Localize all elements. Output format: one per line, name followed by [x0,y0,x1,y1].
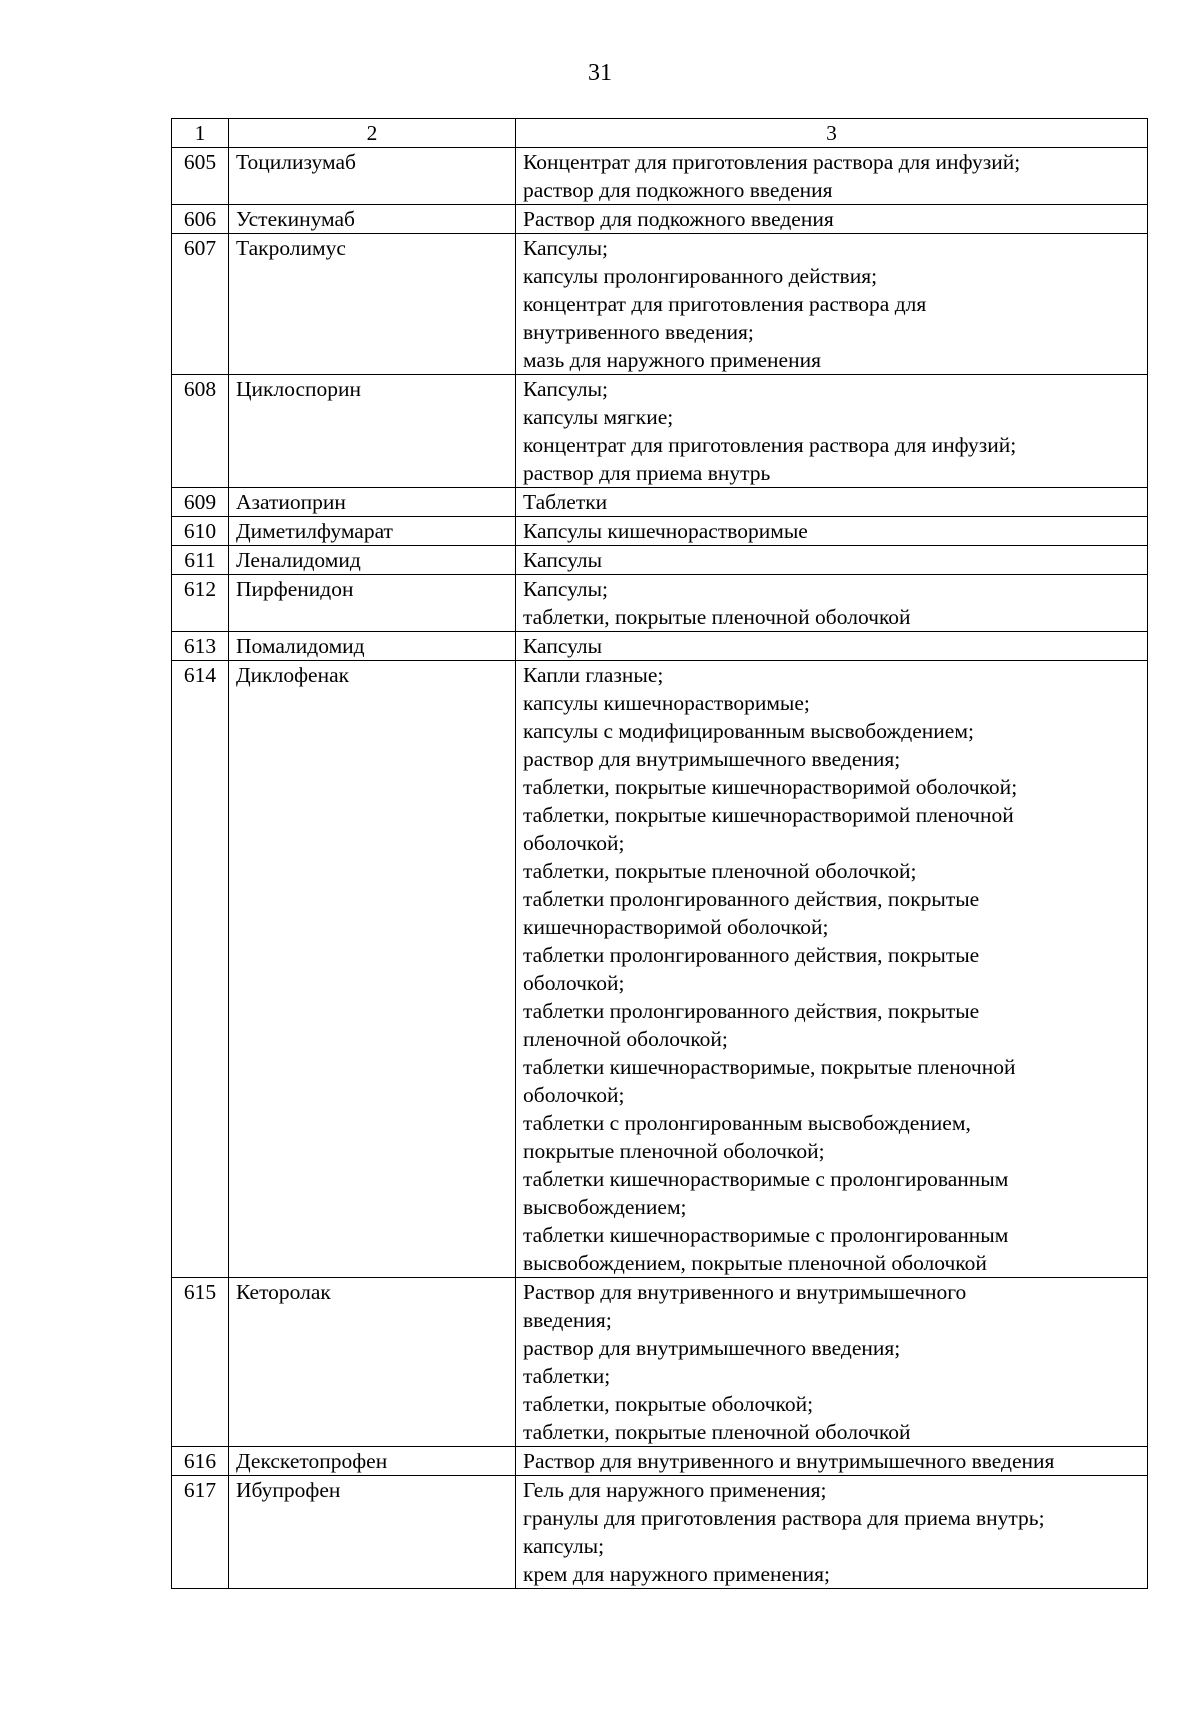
row-number-cell: 608 [172,375,229,488]
row-number-cell: 613 [172,632,229,661]
row-number-cell: 610 [172,517,229,546]
dosage-forms-cell: Концентрат для приготовления раствора для инфузий; раствор для подкожного введения [516,148,1148,205]
row-number-cell: 615 [172,1278,229,1447]
dosage-forms-cell: Раствор для внутривенного и внутримышечного введения [516,1447,1148,1476]
drug-table [171,118,1148,1589]
drug-name-cell: Азатиоприн [229,488,516,517]
dosage-forms-cell: Капсулы [516,546,1148,575]
row-number-cell: 605 [172,148,229,205]
table-row [172,488,1148,517]
table-row [172,546,1148,575]
drug-name-cell: Циклоспорин [229,375,516,488]
table-row [172,205,1148,234]
page-number: 31 [588,60,612,86]
table-row [172,375,1148,488]
row-number-cell: 614 [172,661,229,1278]
table-row [172,234,1148,375]
drug-name-cell: Ибупрофен [229,1476,516,1589]
drug-name-cell: Леналидомид [229,546,516,575]
drug-name-cell: Тоцилизумаб [229,148,516,205]
drug-name-cell: Кеторолак [229,1278,516,1447]
dosage-forms-cell: Капсулы; капсулы пролонгированного действия; концентрат для приготовления раствора для внутривенного введения; мазь для наружного применения [516,234,1148,375]
drug-name-cell: Диметилфумарат [229,517,516,546]
table-row [172,632,1148,661]
table-row [172,661,1148,1278]
table-header-row [172,119,1148,148]
table-row [172,1476,1148,1589]
drug-name-cell: Такролимус [229,234,516,375]
row-number-cell: 607 [172,234,229,375]
drug-name-cell: Декскетопрофен [229,1447,516,1476]
dosage-forms-cell: Раствор для внутривенного и внутримышечного введения; раствор для внутримышечного введения; таблетки; таблетки, покрытые оболочкой; таблетки, покрытые пленочной оболочкой [516,1278,1148,1447]
drug-name-cell: Пирфенидон [229,575,516,632]
row-number-cell: 609 [172,488,229,517]
dosage-forms-cell: Капли глазные; капсулы кишечнорастворимые; капсулы с модифицированным высвобождением; раствор для внутримышечного введения; таблетки, покрытые кишечнорастворимой оболочкой; таблетки, покрытые кишечнорастворимой пленочной оболочкой; таблетки, покрытые пленочной оболочкой; таблетки пролонгированного действия, покрытые кишечнорастворимой оболочкой; таблетки пролонгированного действия, покрытые оболочкой; таблетки пролонгированного действия, покрытые пленочной оболочкой; таблетки кишечнорастворимые, покрытые пленочной оболочкой; таблетки с пролонгированным высвобождением, покрытые пленочной оболочкой; таблетки кишечнорастворимые с пролонгированным высвобождением; таблетки кишечнорастворимые с пролонгированным высвобождением, покрытые пленочной оболочкой [516,661,1148,1278]
dosage-forms-cell: Капсулы; капсулы мягкие; концентрат для приготовления раствора для инфузий; раствор для приема внутрь [516,375,1148,488]
dosage-forms-cell: Гель для наружного применения; гранулы для приготовления раствора для приема внутрь; капсулы; крем для наружного применения; [516,1476,1148,1589]
column-header-forms: 3 [516,119,1148,148]
row-number-cell: 617 [172,1476,229,1589]
row-number-cell: 616 [172,1447,229,1476]
dosage-forms-cell: Таблетки [516,488,1148,517]
table-row [172,575,1148,632]
row-number-cell: 606 [172,205,229,234]
table-row [172,1278,1148,1447]
dosage-forms-cell: Капсулы [516,632,1148,661]
table-row [172,517,1148,546]
drug-name-cell: Помалидомид [229,632,516,661]
drug-name-cell: Диклофенак [229,661,516,1278]
drug-name-cell: Устекинумаб [229,205,516,234]
table-row [172,1447,1148,1476]
row-number-cell: 611 [172,546,229,575]
dosage-forms-cell: Капсулы кишечнорастворимые [516,517,1148,546]
column-header-name: 2 [229,119,516,148]
dosage-forms-cell: Капсулы; таблетки, покрытые пленочной оболочкой [516,575,1148,632]
dosage-forms-cell: Раствор для подкожного введения [516,205,1148,234]
column-header-number: 1 [172,119,229,148]
table-row [172,148,1148,205]
row-number-cell: 612 [172,575,229,632]
